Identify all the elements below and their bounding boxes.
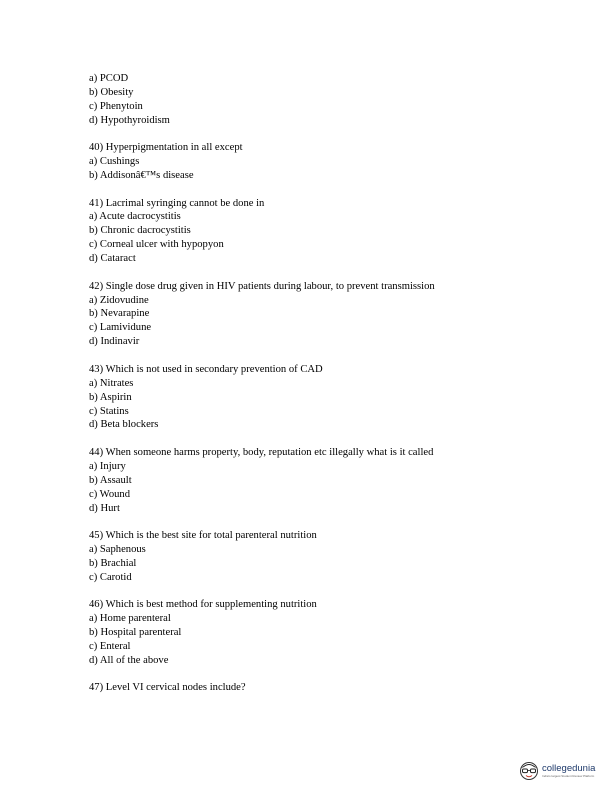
question-40: [89, 141, 529, 183]
option: d) Hurt: [89, 502, 120, 514]
option: a) Injury: [89, 460, 126, 472]
logo-brand: collegedunia: [542, 763, 596, 774]
option: b) Addisonâ€™s disease: [89, 170, 194, 182]
question-45: [89, 529, 529, 585]
question-title: 42) Single dose drug given in HIV patients during labour, to prevent transmission: [89, 280, 435, 292]
option: c) Enteral: [89, 640, 131, 652]
option: d) All of the above: [89, 654, 169, 666]
collegedunia-logo: [519, 757, 599, 785]
question-title: 46) Which is best method for supplementing nutrition: [89, 599, 317, 611]
option: a) Acute dacrocystitis: [89, 211, 181, 223]
option: d) Hypothyroidism: [89, 114, 170, 126]
option: a) Cushings: [89, 156, 140, 168]
option: b) Nevarapine: [89, 308, 150, 320]
option: d) Beta blockers: [89, 419, 159, 431]
option: a) Nitrates: [89, 377, 134, 389]
question-title: 45) Which is the best site for total parenteral nutrition: [89, 530, 317, 542]
question-list: [89, 72, 529, 709]
option: b) Obesity: [89, 86, 134, 98]
question-title: 44) When someone harms property, body, reputation etc illegally what is it called: [89, 446, 434, 458]
question-39-tail: [89, 72, 529, 128]
option: b) Aspirin: [89, 391, 132, 403]
option: b) Hospital parenteral: [89, 627, 182, 639]
option: c) Phenytoin: [89, 100, 143, 112]
option: a) Saphenous: [89, 543, 146, 555]
option: b) Brachial: [89, 557, 137, 569]
option: c) Wound: [89, 488, 131, 500]
question-47: [89, 681, 529, 695]
option: c) Statins: [89, 405, 129, 417]
question-title: 47) Level VI cervical nodes include?: [89, 682, 246, 694]
option: c) Lamividune: [89, 322, 152, 334]
option: b) Assault: [89, 474, 132, 486]
question-46: [89, 598, 529, 668]
option: d) Indinavir: [89, 336, 140, 348]
question-41: [89, 197, 529, 267]
option: a) Zidovudine: [89, 294, 149, 306]
question-title: 41) Lacrimal syringing cannot be done in: [89, 197, 265, 209]
logo-tagline: India's largest Student Review Platform: [542, 774, 595, 778]
question-title: 43) Which is not used in secondary prevention of CAD: [89, 363, 323, 375]
question-44: [89, 446, 529, 516]
question-43: [89, 363, 529, 433]
option: c) Corneal ulcer with hypopyon: [89, 239, 224, 251]
mascot-icon: [519, 760, 539, 782]
question-42: [89, 280, 529, 350]
option: b) Chronic dacrocystitis: [89, 225, 191, 237]
option: d) Cataract: [89, 253, 136, 265]
question-title: 40) Hyperpigmentation in all except: [89, 142, 243, 154]
option: a) Home parenteral: [89, 613, 171, 625]
option: c) Carotid: [89, 571, 132, 583]
option: a) PCOD: [89, 73, 129, 84]
